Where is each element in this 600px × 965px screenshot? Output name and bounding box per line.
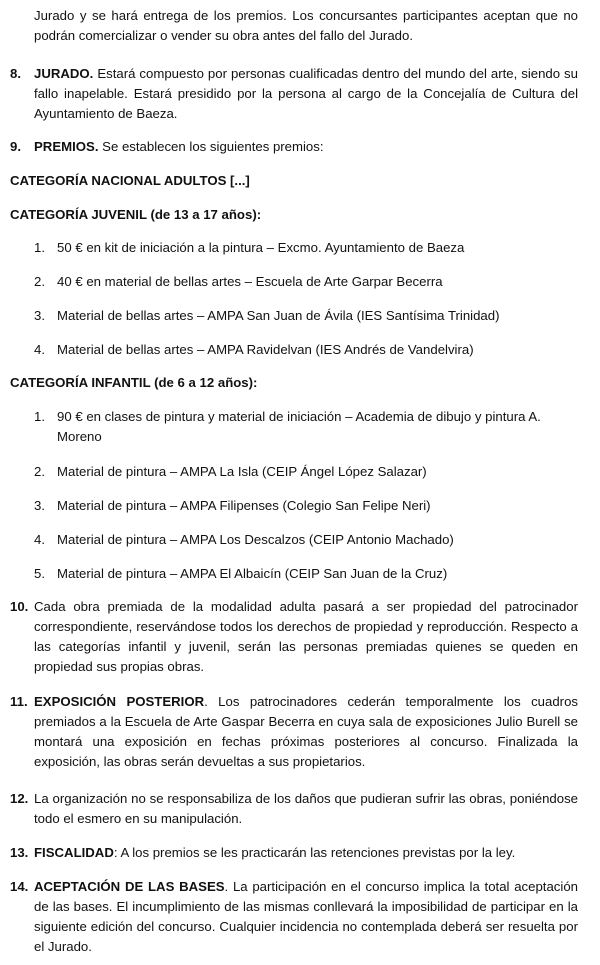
prize-number: 2.: [34, 464, 45, 479]
prize-text: Material de pintura – AMPA Los Descalzos (CEIP Antonio Machado): [57, 532, 454, 547]
prize-number: 5.: [34, 566, 45, 581]
prize-number: 1.: [34, 240, 45, 255]
section-12: [10, 789, 578, 829]
prize-text: 50 € en kit de iniciación a la pintura – Excmo. Ayuntamiento de Baeza: [57, 240, 465, 255]
prize-text: 40 € en material de bellas artes – Escuela de Arte Garpar Becerra: [57, 274, 443, 289]
section-10: [10, 597, 578, 677]
section-9-premios: [10, 137, 578, 157]
category-juvenil-title: CATEGORÍA JUVENIL (de 13 a 17 años):: [10, 207, 262, 222]
prize-text: Material de bellas artes – AMPA Ravidelvan (IES Andrés de Vandelvira): [57, 342, 474, 357]
prize-item: [34, 340, 574, 360]
section-text: . La participación en el concurso implica la total aceptación de las bases. El incumplimiento de las mismas conllevará la imposibilidad de participar en la siguiente edición del concurso. Cualquier incidencia no contemplada deberá ser resuelta por el Jurado.: [34, 879, 578, 954]
prize-item: [34, 306, 574, 326]
section-heading: ACEPTACIÓN DE LAS BASES: [34, 879, 225, 894]
prize-item: [34, 407, 554, 447]
prize-text: Material de bellas artes – AMPA San Juan de Ávila (IES Santísima Trinidad): [57, 308, 500, 323]
section-number: 9.: [10, 139, 21, 154]
prize-item: [34, 238, 574, 258]
prize-number: 3.: [34, 308, 45, 323]
prize-number: 1.: [34, 409, 45, 424]
section-number: 12.: [10, 791, 29, 806]
section-number: 11.: [10, 694, 28, 709]
section-heading: FISCALIDAD: [34, 845, 114, 860]
prize-number: 3.: [34, 498, 45, 513]
section-8-jurado: [10, 64, 578, 124]
section-heading: EXPOSICIÓN POSTERIOR: [34, 694, 205, 709]
intro-continuation: Jurado y se hará entrega de los premios. Los concursantes participantes aceptan que no podrán comercializar o vender su obra antes del fallo del Jurado.: [34, 8, 578, 43]
section-number: 14.: [10, 879, 29, 894]
section-text: . Los patrocinadores cederán temporalmente los cuadros premiados a la Escuela de Arte Gaspar Becerra en cuya sala de exposiciones Julio Burell se montará una exposición en fechas próximas posteriores al concurso. Finalizada la exposición, las obras serán devueltas a sus propietarios.: [34, 694, 578, 769]
section-text: Estará compuesto por personas cualificadas dentro del mundo del arte, siendo su fallo inapelable. Estará presidido por la persona al cargo de la Concejalía de Cultura del Ayuntamiento de Baeza.: [34, 66, 578, 121]
section-number: 10.: [10, 599, 29, 614]
prize-item: [34, 462, 574, 482]
section-text: Cada obra premiada de la modalidad adulta pasará a ser propiedad del patrocinador correspondiente, reservándose todos los derechos de propiedad y reproducción. Respecto a las categorías infantil y juvenil, serán las personas premiadas quienes se queden en propiedad sus propias obras.: [34, 599, 578, 674]
section-number: 13.: [10, 845, 29, 860]
prize-number: 4.: [34, 532, 45, 547]
category-adultos-title: CATEGORÍA NACIONAL ADULTOS [...]: [10, 173, 250, 188]
section-number: 8.: [10, 66, 21, 81]
section-text: Se establecen los siguientes premios:: [98, 139, 324, 154]
prize-text: Material de pintura – AMPA Filipenses (Colegio San Felipe Neri): [57, 498, 431, 513]
prize-text: Material de pintura – AMPA La Isla (CEIP Ángel López Salazar): [57, 464, 427, 479]
category-infantil-title: CATEGORÍA INFANTIL (de 6 a 12 años):: [10, 375, 258, 390]
prize-item: [34, 564, 574, 584]
section-14-aceptacion: [10, 877, 578, 957]
section-text: : A los premios se les practicarán las retenciones previstas por la ley.: [113, 845, 516, 860]
section-text: La organización no se responsabiliza de los daños que pudieran sufrir las obras, poniéndose todo el esmero en su manipulación.: [34, 791, 578, 826]
section-13-fiscalidad: [10, 843, 578, 863]
prize-item: [34, 530, 574, 550]
prize-text: Material de pintura – AMPA El Albaicín (CEIP San Juan de la Cruz): [57, 566, 448, 581]
prize-number: 4.: [34, 342, 45, 357]
prize-item: [34, 496, 574, 516]
section-11-exposicion: [10, 692, 578, 772]
section-heading: PREMIOS.: [34, 139, 99, 154]
section-heading: JURADO.: [34, 66, 94, 81]
prize-item: [34, 272, 574, 292]
prize-number: 2.: [34, 274, 45, 289]
prize-text: 90 € en clases de pintura y material de iniciación – Academia de dibujo y pintura A. Moreno: [57, 409, 541, 444]
